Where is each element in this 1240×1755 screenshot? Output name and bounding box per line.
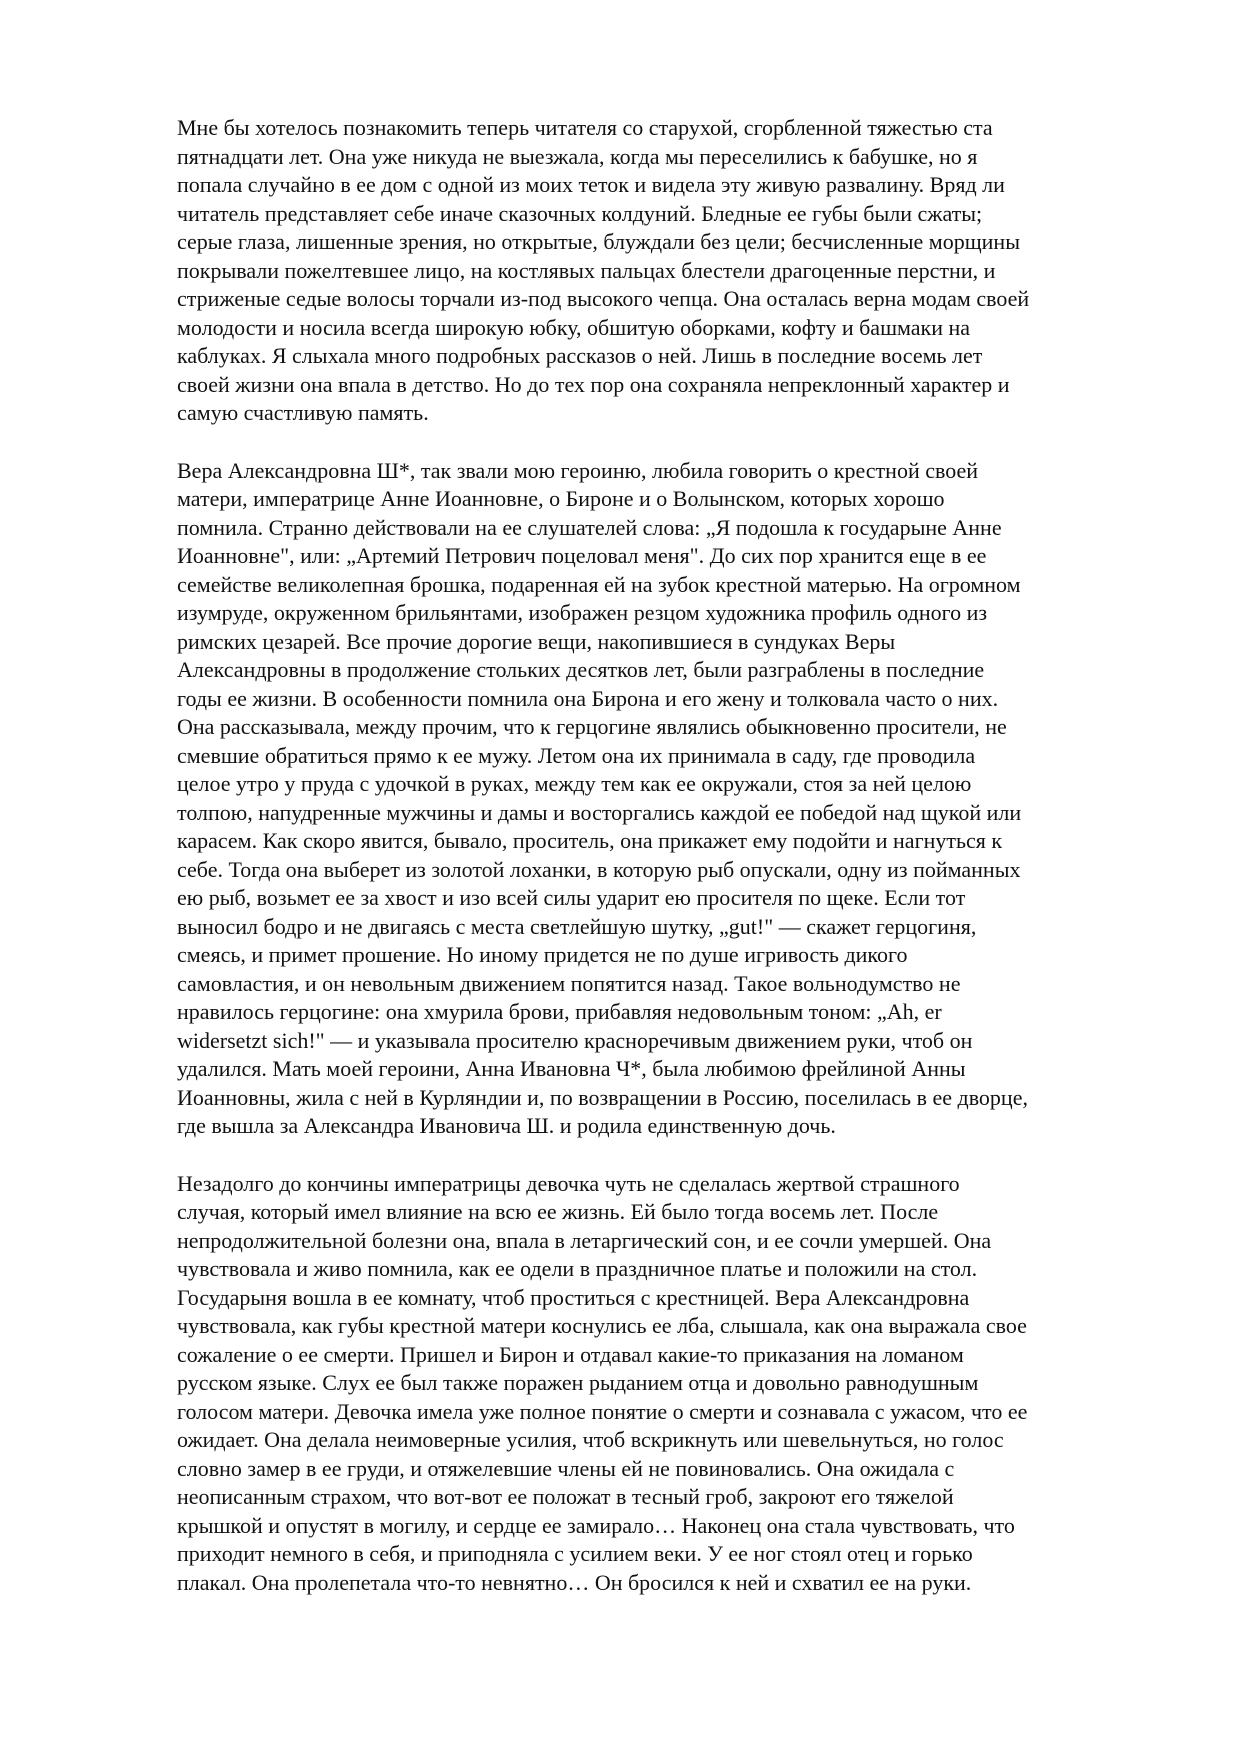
text-line: серые глаза, лишенные зрения, но открытые, блуждали без цели; бесчисленные морщины <box>177 229 1020 254</box>
text-line: Государыня вошла в ее комнату, чтоб проститься с крестницей. Вера Александровна <box>177 1284 970 1310</box>
text-line: ею рыб, возьмет ее за хвост и изо всей силы ударит ею просителя по щеке. Если тот <box>177 885 966 910</box>
text-line: себе. Тогда она выберет из золотой лоханки, в которую рыб опускали, одну из пойманных <box>177 856 1021 882</box>
text-line: выносил бодро и не двигаясь с места светлейшую шутку, „gut!" — скажет герцогиня, <box>177 913 977 939</box>
text-line: Александровны в продолжение стольких десятков лет, были разграблены в последние <box>177 657 985 682</box>
text-line: Мне бы хотелось познакомить теперь читателя со старухой, сгорбленной тяжестью ста <box>177 115 993 140</box>
text-line: целое утро у пруда с удочкой в руках, между тем как ее окружали, стоя за ней целою <box>177 771 972 796</box>
text-line: семействе великолепная брошка, подаренная ей на зубок крестной матерью. На огромном <box>177 571 1021 597</box>
text-line: попала случайно в ее дом с одной из моих теток и видела эту живую развалину. Вряд ли <box>177 172 1005 197</box>
text-line: карасем. Как скоро явится, бывало, проситель, она прикажет ему подойти и нагнуться к <box>177 828 1003 853</box>
text-line: стриженые седые волосы торчали из-под высокого чепца. Она осталась верна модам своей <box>177 286 1030 311</box>
document-body <box>177 114 1159 1597</box>
text-line: толпою, напудренные мужчины и дамы и восторгались каждой ее победой над щукой или <box>177 799 1022 825</box>
text-line: Иоанновны, жила с ней в Курляндии и, по возвращении в Россию, поселилась в ее дворце, <box>177 1084 1028 1110</box>
text-line: Вера Александровна Ш*, так звали мою героиню, любила говорить о крестной своей <box>177 457 979 483</box>
text-line: чувствовала и живо помнила, как ее одели в праздничное платье и положили на стол. <box>177 1256 978 1281</box>
text-line: крышкой и опустят в могилу, и сердце ее замирало… Наконец она стала чувствовать, что <box>177 1512 1015 1538</box>
text-line: каблуках. Я слыхала много подробных рассказов о ней. Лишь в последние восемь лет <box>177 343 983 368</box>
text-line: ожидает. Она делала неимоверные усилия, чтоб вскрикнуть или шевельнуться, но голос <box>177 1427 1004 1452</box>
text-line: своей жизни она впала в детство. Но до тех пор она сохраняла непреклонный характер и <box>177 371 1010 397</box>
text-line: нравилось герцогине: она хмурила брови, прибавляя недовольным тоном: „Ah, er <box>177 999 942 1024</box>
text-line: плакал. Она пролепетала что-то невнятно… Он бросился к ней и схватил ее на руки. <box>177 1569 972 1595</box>
text-line: непродолжительной болезни она, впала в летаргический сон, и ее сочли умершей. Она <box>177 1227 992 1253</box>
paragraph-gap <box>177 1141 1159 1170</box>
text-line: молодости и носила всегда широкую юбку, обшитую оборками, кофту и башмаки на <box>177 314 971 340</box>
text-line: удалился. Мать моей героини, Анна Ивановна Ч*, была любимою фрейлиной Анны <box>177 1056 966 1081</box>
text-line: покрывали пожелтевшее лицо, на костлявых пальцах блестели драгоценные перстни, и <box>177 257 996 283</box>
text-line: неописанным страхом, что вот-вот ее положат в тесный гроб, закроют его тяжелой <box>177 1484 954 1509</box>
text-line: Незадолго до кончины императрицы девочка чуть не сделалась жертвой страшного <box>177 1170 960 1196</box>
text-line: русском языке. Слух ее был также поражен рыданием отца и довольно равнодушным <box>177 1370 979 1395</box>
text-line: пятнадцати лет. Она уже никуда не выезжала, когда мы переселились к бабушке, но я <box>177 143 978 169</box>
text-line: годы ее жизни. В особенности помнила она Бирона и его жену и толковала часто о них. <box>177 685 999 711</box>
text-line: сожаление о ее смерти. Пришел и Бирон и отдавал какие-то приказания на ломаном <box>177 1341 964 1367</box>
text-line: смевшие обратиться прямо к ее мужу. Летом она их принимала в саду, где проводила <box>177 742 976 768</box>
text-line: изумруде, окруженном брильянтами, изображен резцом художника профиль одного из <box>177 600 988 625</box>
text-line: читатель представляет себе иначе сказочных колдуний. Бледные ее губы были сжаты; <box>177 200 983 226</box>
paragraph <box>177 114 1159 428</box>
text-line: словно замер в ее груди, и отяжелевшие члены ей не повиновались. Она ожидала с <box>177 1455 955 1481</box>
text-line: случая, который имел влияние на всю ее жизнь. Ей было тогда восемь лет. После <box>177 1199 939 1224</box>
text-line: помнила. Странно действовали на ее слушателей слова: „Я подошла к государыне Анне <box>177 514 1002 540</box>
text-line: widersetzt sich!" — и указывала просителю красноречивым движением руки, чтоб он <box>177 1027 973 1053</box>
paragraph-gap <box>177 428 1159 457</box>
text-line: смеясь, и примет прошение. Но иному придется не по душе игривость дикого <box>177 942 908 967</box>
text-line: чувствовала, как губы крестной матери коснулись ее лба, слышала, как она выражала свое <box>177 1313 1027 1338</box>
text-line: Она рассказывала, между прочим, что к герцогине являлись обыкновенно просители, не <box>177 714 1007 739</box>
paragraph <box>177 457 1159 1141</box>
text-line: где вышла за Александра Ивановича Ш. и родила единственную дочь. <box>177 1113 836 1138</box>
paragraph <box>177 1170 1159 1598</box>
text-line: самовластия, и он невольным движением попятится назад. Такое вольнодумство не <box>177 970 961 996</box>
text-line: Иоанновне", или: „Артемий Петрович поцеловал меня". До сих пор хранится еще в ее <box>177 543 987 568</box>
text-line: голосом матери. Девочка имела уже полное понятие о смерти и сознавала с ужасом, что ее <box>177 1398 1028 1424</box>
text-line: приходит немного в себя, и приподняла с усилием веки. У ее ног стоял отец и горько <box>177 1541 973 1566</box>
text-line: самую счастливую память. <box>177 400 429 425</box>
text-line: матери, императрице Анне Иоанновне, о Бироне и о Волынском, которых хорошо <box>177 486 945 511</box>
text-line: римских цезарей. Все прочие дорогие вещи, накопившиеся в сундуках Веры <box>177 628 896 654</box>
